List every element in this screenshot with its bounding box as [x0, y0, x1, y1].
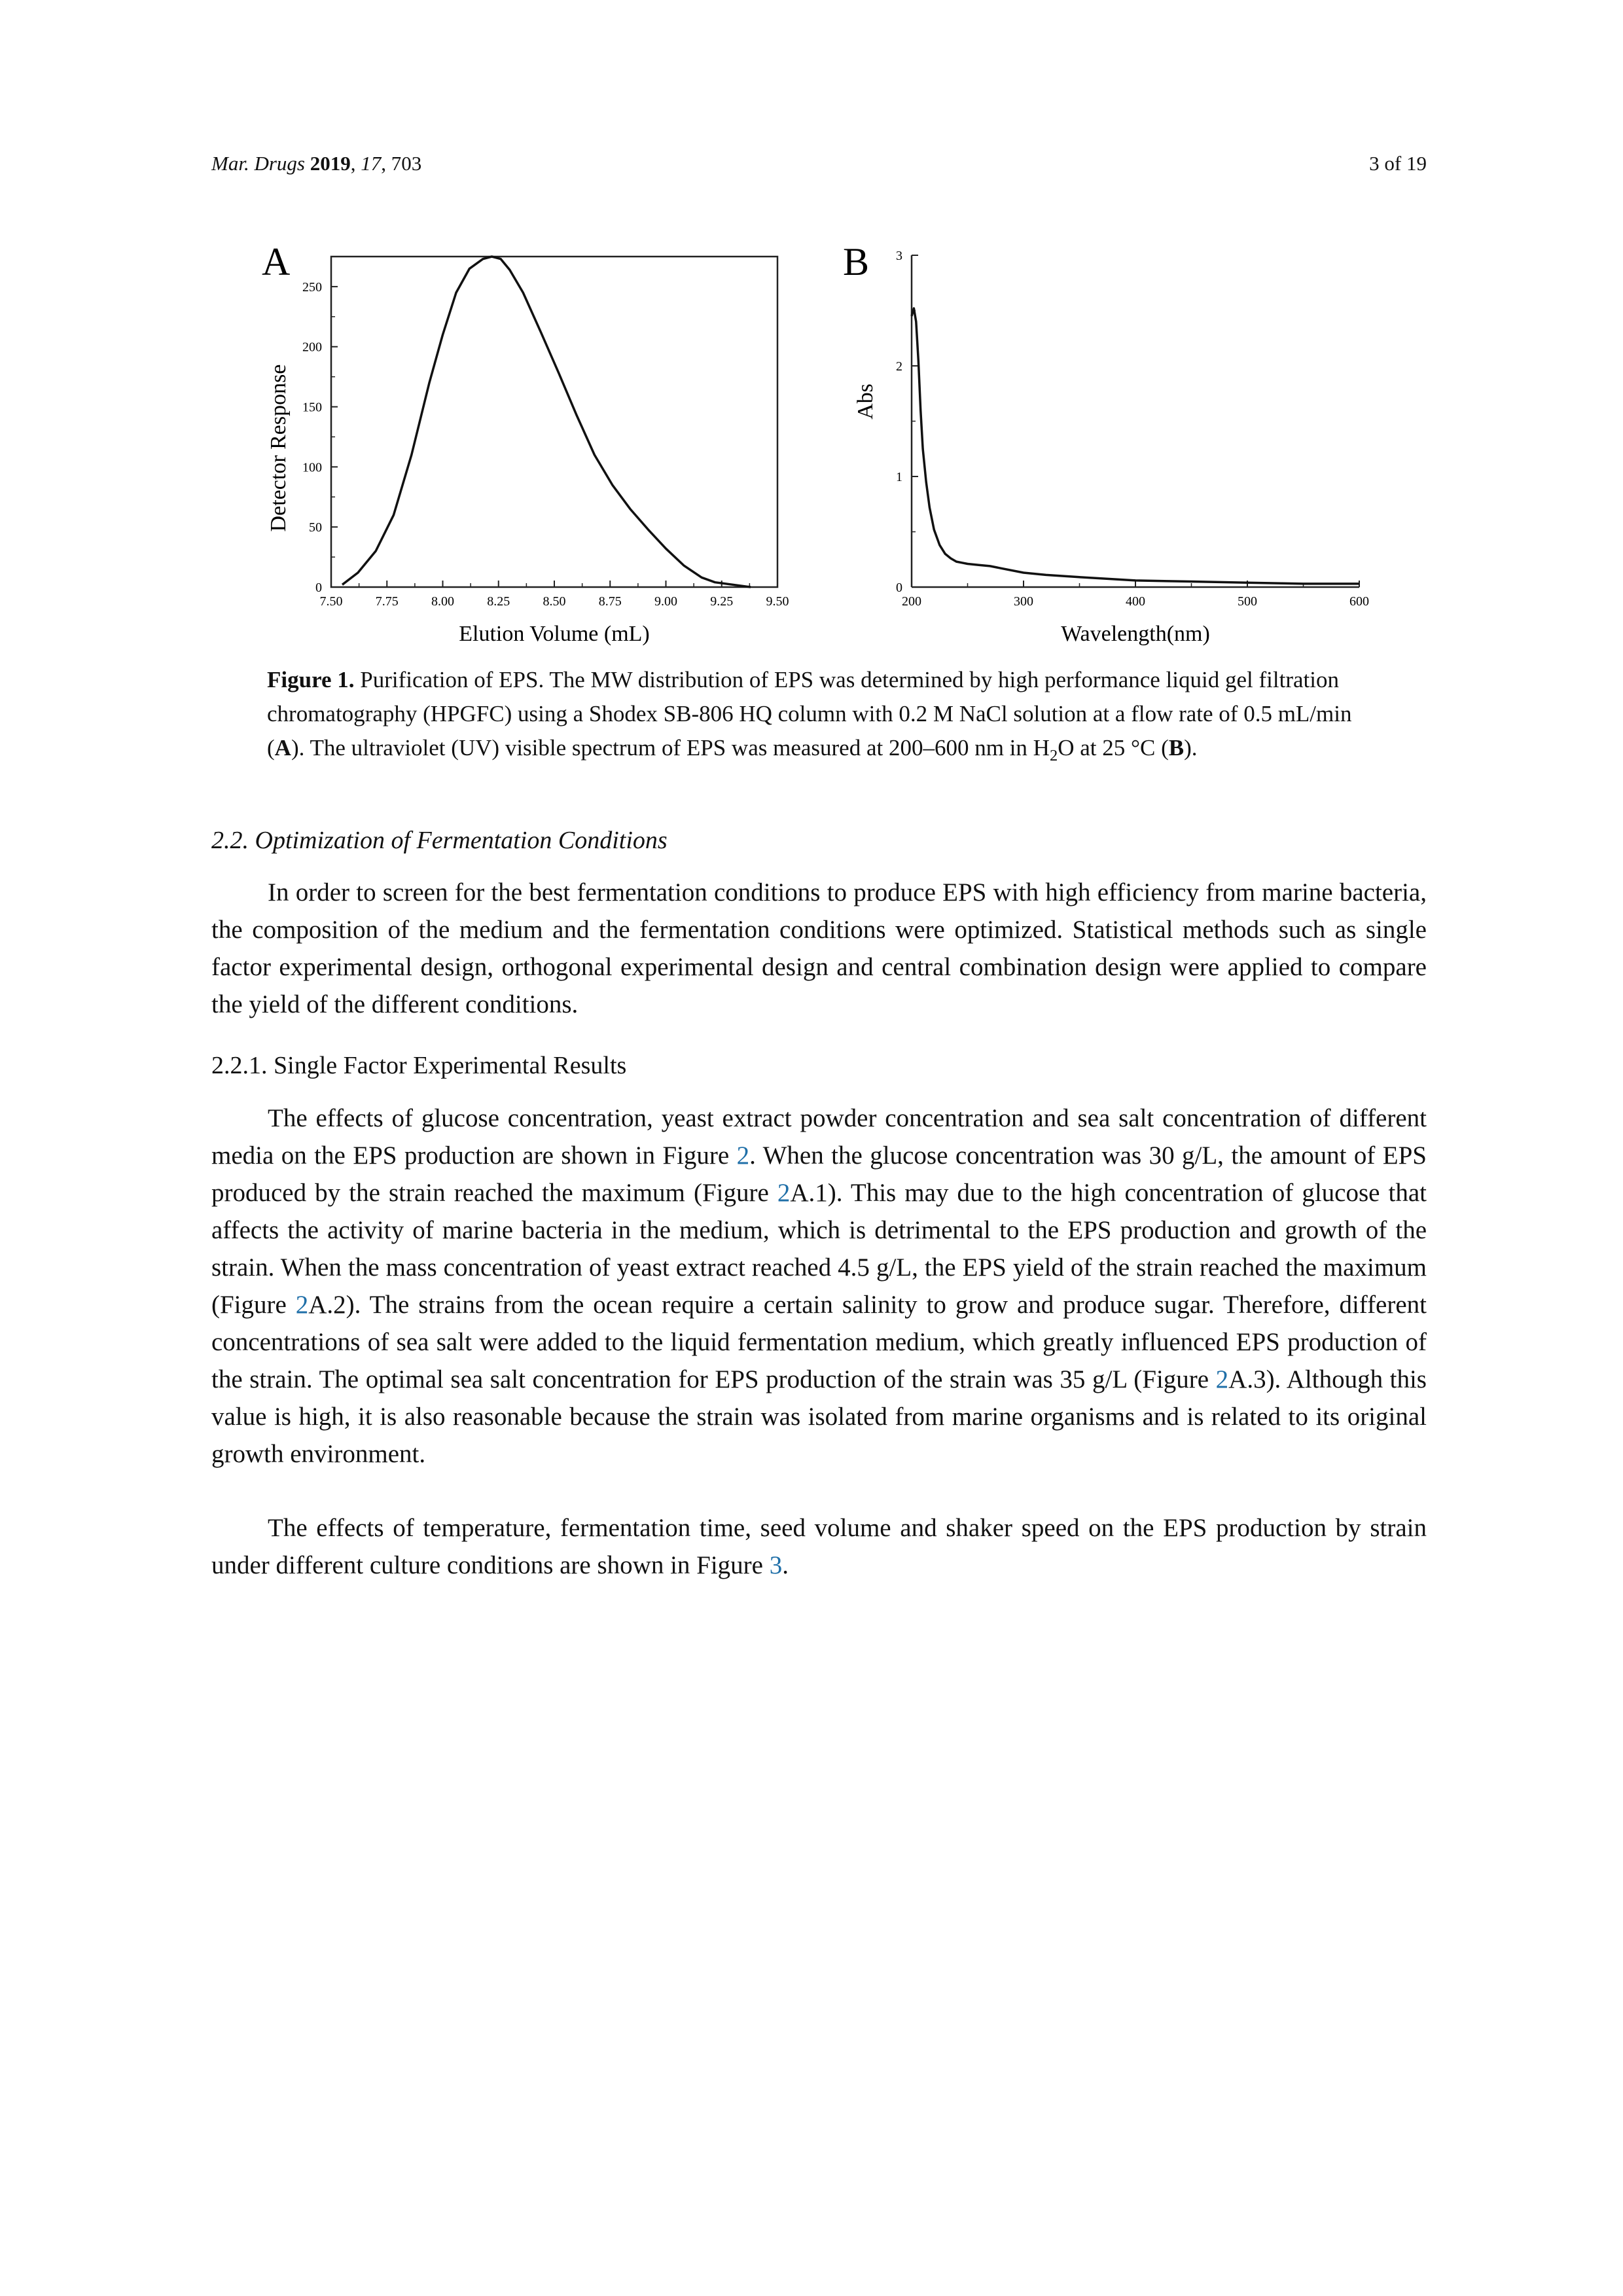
paragraph-text: A.3). Although this value is high, it is also reasonable because the strain was isolated from marine organisms and is related to its original growth environment. — [211, 1365, 1427, 1468]
caption-label: Figure 1. — [267, 667, 355, 692]
y-tick-label-b: 0 — [896, 581, 902, 595]
figure-link[interactable]: 2 — [1215, 1365, 1229, 1393]
caption-panel-ref-a: A — [274, 735, 291, 761]
caption-subscript: 2 — [1049, 747, 1058, 764]
y-tick-label-b: 2 — [896, 359, 902, 374]
x-tick-label-a: 7.75 — [375, 594, 399, 609]
caption-text: O at 25 °C ( — [1058, 735, 1169, 761]
y-tick-label-a: 100 — [302, 460, 322, 475]
y-tick-label-a: 200 — [302, 340, 322, 355]
figure-1-charts — [249, 236, 1427, 655]
paragraph-text: . When the glucose concentration was 30 g/L, the amount of EPS produced by the strain reached the maximum (Figure — [211, 1141, 1427, 1207]
x-tick-label-b: 300 — [1014, 594, 1033, 609]
figure-caption — [267, 663, 1370, 765]
paragraph-text: . — [782, 1551, 789, 1579]
journal-name: Mar. Drugs — [211, 152, 305, 175]
subsection-heading: 2.2.1. Single Factor Experimental Results — [211, 1052, 627, 1079]
y-axis-title-b: Abs — [853, 384, 878, 420]
figure-link[interactable]: 2 — [777, 1179, 791, 1207]
x-tick-label-a: 8.00 — [431, 594, 454, 609]
page-number: 3 of 19 — [1369, 152, 1427, 175]
x-tick-label-a: 7.50 — [319, 594, 343, 609]
section-heading: 2.2. Optimization of Fermentation Conditions — [211, 827, 668, 854]
x-tick-label-a: 9.00 — [654, 594, 677, 609]
figure-1 — [249, 236, 1427, 655]
figure-link[interactable]: 2 — [736, 1141, 750, 1170]
paragraph-text: The effects of glucose concentration, yeast extract powder concentration and sea salt concentration of different media on the EPS production are shown in Figure — [211, 1104, 1427, 1170]
journal-volume: 17 — [361, 152, 382, 175]
caption-panel-ref-b: B — [1168, 735, 1185, 761]
paragraph-text: A.1). This may due to the high concentration of glucose that affects the activity of marine bacteria in the medium, which is detrimental to the EPS production and growth of the strain. When the mass concentration of yeast extract reached 4.5 g/L, the EPS yield of the strain reached the maximum (Figure — [211, 1179, 1427, 1319]
y-axis-title-a: Detector Response — [266, 364, 291, 532]
x-tick-label-a: 8.50 — [543, 594, 566, 609]
x-tick-label-b: 600 — [1349, 594, 1369, 609]
paragraph — [211, 1100, 1427, 1473]
y-tick-label-a: 0 — [315, 581, 322, 595]
paragraph-text: The effects of temperature, fermentation time, seed volume and shaker speed on the EPS production by strain under different culture conditions are shown in Figure — [211, 1514, 1427, 1579]
journal-citation: Mar. Drugs 2019, 17, 703 — [211, 152, 422, 175]
x-tick-label-b: 400 — [1126, 594, 1145, 609]
x-tick-label-b: 200 — [902, 594, 921, 609]
journal-year: 2019 — [310, 152, 351, 175]
figure-link[interactable]: 3 — [769, 1551, 783, 1579]
y-tick-label-a: 150 — [302, 400, 322, 415]
caption-text: ). The ultraviolet (UV) visible spectrum of EPS was measured at 200–600 nm in H — [291, 735, 1050, 761]
data-line-a — [342, 257, 751, 587]
article-number: 703 — [391, 152, 422, 175]
paragraph — [211, 1509, 1427, 1584]
x-tick-label-b: 500 — [1238, 594, 1257, 609]
x-tick-label-a: 8.25 — [487, 594, 510, 609]
y-tick-label-b: 1 — [896, 470, 902, 484]
plot-frame-a — [331, 257, 777, 587]
paragraph: In order to screen for the best fermentation conditions to produce EPS with high efficiency from marine bacteria, the composition of the medium and the fermentation conditions were optimized. Statistical methods such as single factor experimental design, orthogonal experimental design and central combination design were applied to compare the yield of the different conditions. — [211, 878, 1427, 1018]
y-tick-label-a: 50 — [309, 520, 322, 535]
x-axis-title-b: Wavelength(nm) — [1061, 622, 1210, 646]
panel-label-a: A — [262, 240, 291, 283]
x-axis-title-a: Elution Volume (mL) — [459, 622, 650, 646]
figure-link[interactable]: 2 — [295, 1291, 309, 1319]
caption-text: Purification of EPS. The MW distribution of EPS was determined by high performance liquid gel filtration chromatography (HPGFC) using a Shodex SB-806 HQ column with 0.2 M NaCl solution at a flow rate of 0.5 mL/min ( — [267, 667, 1352, 761]
y-tick-label-a: 250 — [302, 279, 322, 295]
page-header — [211, 152, 1427, 185]
y-tick-label-b: 3 — [896, 249, 902, 263]
x-tick-label-a: 9.25 — [710, 594, 734, 609]
data-line-b — [912, 308, 1359, 584]
paragraph-text: A.2). The strains from the ocean require a certain salinity to grow and produce sugar. Therefore, different concentrations of sea salt were added to the liquid fermentation medium, which greatly influenced EPS production of the strain. The optimal sea salt concentration for EPS production of the strain was 35 g/L (Figure — [211, 1291, 1427, 1393]
caption-text: ). — [1184, 735, 1198, 761]
panel-label-b: B — [843, 240, 870, 283]
x-tick-label-a: 8.75 — [598, 594, 622, 609]
x-tick-label-a: 9.50 — [766, 594, 789, 609]
